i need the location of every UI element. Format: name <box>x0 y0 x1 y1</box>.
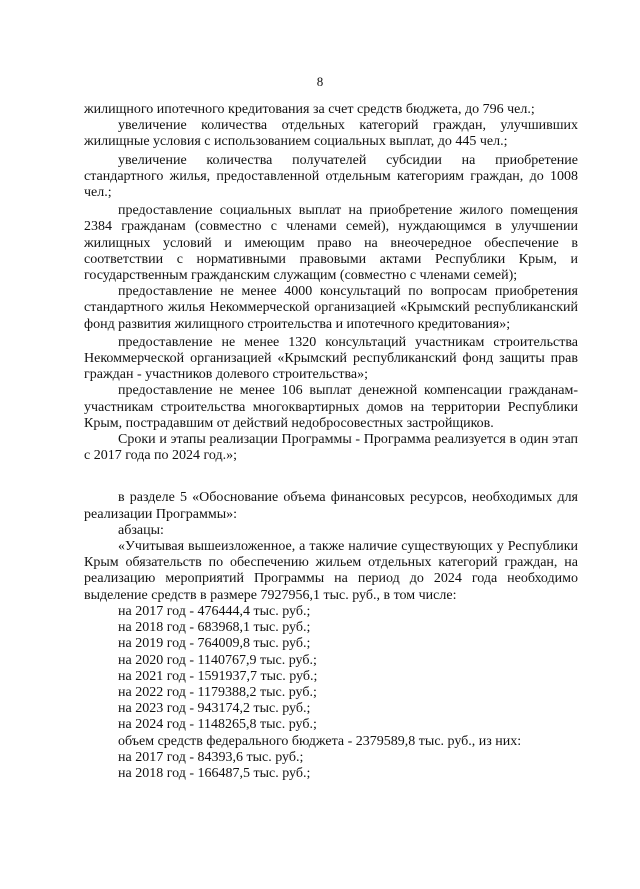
year-totals-list <box>84 604 578 734</box>
year-total-line: на 2020 год - 1140767,9 тыс. руб.; <box>118 652 317 668</box>
paragraph-section-5: в разделе 5 «Обоснование объема финансовых ресурсов, необходимых для реализации Программы»: <box>84 490 578 522</box>
year-total-line: на 2022 год - 1179388,2 тыс. руб.; <box>118 684 317 700</box>
paragraph-housing-payments: предоставление социальных выплат на приобретение жилого помещения 2384 гражданам (совместно с членами семей), нуждающимся в улучшении жилищных условий и имеющим право на внеочередное обеспечение в соответствии с нормативными правовыми актами Республики Крым, и государственным гражданским служащим (совместно с членами семей); <box>84 203 578 284</box>
paragraph-consultations-4000: предоставление не менее 4000 консультаций по вопросам приобретения стандартного жилья Некоммерческой организацией «Крымский республиканский фонд развития жилищного строительства и ипотечного кредитования»; <box>84 284 578 332</box>
paragraph-compensation-payments: предоставление не менее 106 выплат денежной компенсации гражданам-участникам строительства многоквартирных домов на территории Республики Крым, пострадавшим от действий недобросовестных застройщиков. <box>84 383 578 431</box>
year-total-line: на 2019 год - 764009,8 тыс. руб.; <box>118 636 311 652</box>
federal-years-list <box>84 750 578 782</box>
year-total-line: на 2023 год - 943174,2 тыс. руб.; <box>118 701 311 717</box>
document-body <box>84 102 578 782</box>
paragraph-abzatsy: абзацы: <box>118 522 164 538</box>
paragraph-mortgage-lending: жилищного ипотечного кредитования за счет средств бюджета, до 796 чел.; <box>84 102 535 117</box>
page-number: 8 <box>316 74 324 89</box>
federal-year-line: на 2018 год - 166487,5 тыс. руб.; <box>118 765 311 781</box>
federal-budget-intro: объем средств федерального бюджета - 2379589,8 тыс. руб., из них: <box>118 733 522 749</box>
year-total-line: на 2021 год - 1591937,7 тыс. руб.; <box>118 668 318 684</box>
paragraph-funding-intro: «Учитывая вышеизложенное, а также наличие существующих у Республики Крым обязательств по обеспечению жильем отдельных категорий граждан, на реализацию мероприятий Программы на период до 2024 года необходимо выделение средств в размере 7927956,1 тыс. руб., в том числе: <box>84 539 578 603</box>
year-total-line: на 2017 год - 476444,4 тыс. руб.; <box>118 603 311 619</box>
paragraph-program-timeline: Сроки и этапы реализации Программы - Программа реализуется в один этап с 2017 года по 2024 год.»; <box>84 432 578 464</box>
paragraph-social-payments-increase: увеличение количества отдельных категорий граждан, улучшивших жилищные условия с использованием социальных выплат, до 445 чел.; <box>84 118 578 150</box>
paragraph-consultations-1320: предоставление не менее 1320 консультаций участникам строительства Некоммерческой организацией «Крымский республиканский фонд защиты прав граждан - участников долевого строительства»; <box>84 334 578 383</box>
paragraph-subsidy-recipients: увеличение количества получателей субсидии на приобретение стандартного жилья, предоставленной отдельным категориям граждан, до 1008 чел.; <box>84 152 578 201</box>
federal-year-line: на 2017 год - 84393,6 тыс. руб.; <box>118 749 304 765</box>
year-total-line: на 2024 год - 1148265,8 тыс. руб.; <box>118 717 317 733</box>
year-total-line: на 2018 год - 683968,1 тыс. руб.; <box>118 620 311 636</box>
